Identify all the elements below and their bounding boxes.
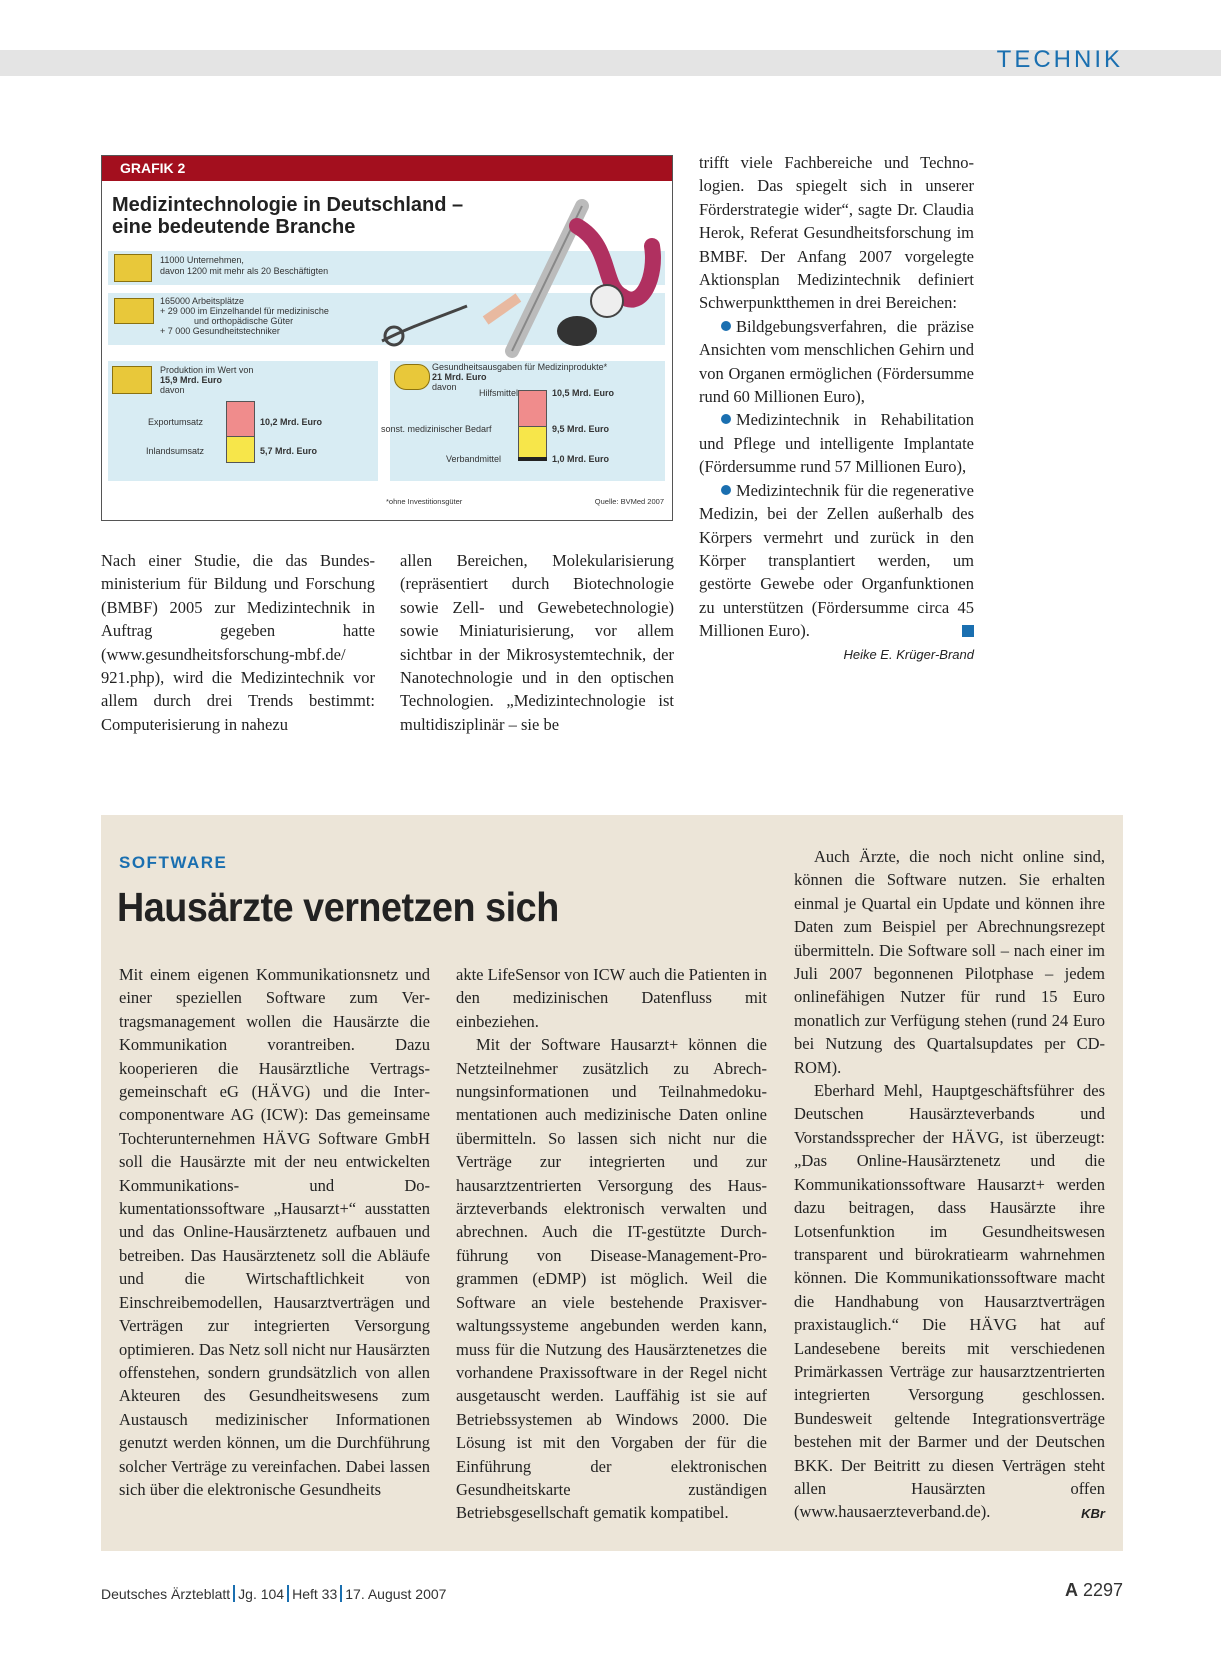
- bandage-bar: [518, 457, 547, 461]
- footer: [101, 1585, 446, 1602]
- article2-col2: [456, 963, 767, 1525]
- workers-icon: [114, 298, 154, 324]
- journal-date: 17. August 2007: [345, 1586, 447, 1602]
- article1-col2-text: allen Bereichen, Molekularisierung (repräsentiert durch Biotechnologie sowie Zell- und Gewebetechnologie) sowie Miniaturisierung, vor allem sichtbar in der Mikrosystemtechnik, der Nanotechnologie und in den optischen Technologien. „Medizintechnologie ist multidisziplinär – sie be: [400, 551, 674, 734]
- other-need-label: sonst. medizinischer Bedarf: [381, 424, 492, 434]
- production-icon: [112, 366, 152, 394]
- bullet-item: Bildgebungsverfahren, die präzise Ansichten vom menschlichen Gehirn und von Organen ermöglichen (Fördersumme rund 60 Millionen Euro),: [699, 316, 974, 407]
- domestic-label: Inlandsumsatz: [146, 446, 205, 456]
- footer-separator: [233, 1585, 235, 1602]
- production-line3: davon: [160, 385, 185, 395]
- domestic-bar: [226, 436, 255, 463]
- article2-col3-p1: Auch Ärzte, die noch nicht online sind, können die Software nutzen. Sie erhalten einmal je Quartal ein Update und können ihre Daten zum Beispiel per Abrechnungsrezept übermitteln. Die Software soll – nach einer im Juli 2007 begonnenen Pilotphase – jedem onlinefähigen Nutzer für rund 15 Euro monatlich zur Verfügung stehen (rund 24 Euro bei Nutzung des Quartalsupdates per CD-ROM).: [794, 847, 1105, 1077]
- article1-col3-intro: trifft viele Fachbereiche und Technologien. Das spiegelt sich in unserer Förderstrategie wider“, sagte Dr. Claudia Herok, Referat Gesundheitsforschung im BMBF. Der Anfang 2007 vorgelegte Aktionsplan Medizintechnik definiert Schwerpunktthemen in drei Bereichen:: [699, 153, 974, 313]
- aids-label: Hilfsmittel: [479, 388, 519, 398]
- section-label: TECHNIK: [996, 46, 1123, 73]
- export-label: Exportumsatz: [148, 417, 204, 427]
- production-line1: Produktion im Wert von: [160, 365, 254, 375]
- article2-col2-p2: Mit der Software Hausarzt+ können die Netzteilnehmer zusätzlich zu Abrechnungsinformationen und Teilnahmedokumentationen auch medizinische Daten online übermitteln. So lassen sich nicht nur die Verträge zur integrierten und zur hausarztzentrierten Versorgung des Hausärzteverbands elektronisch verwalten und abrechnen. Auch die IT-gestützte Durchführung von Disease-Management-Programmen (eDMP) ist möglich. Weil die Software an viele bestehende Praxisverwaltungssysteme angebunden werden kann, muss für die Nutzung des Hausärztenetzes die vorhandene Praxissoftware in der Regel nicht ausgetauscht werden. Lauffähig ist sie auf Betriebssystemen ab Windows 2000. Die Lösung ist mit den Vorgaben der für die Einführung der elektronischen Gesundheitskarte zuständigen Betriebsgesellschaft gematik kompatibel.: [456, 1035, 767, 1523]
- factory-icon: [114, 254, 152, 282]
- companies-line2: davon 1200 mit mehr als 20 Beschäftigten: [160, 266, 329, 276]
- page-number: A 2297: [1064, 1580, 1123, 1600]
- figure-grafik-2: [101, 155, 673, 521]
- other-need-value: 9,5 Mrd. Euro: [552, 424, 610, 434]
- article2-headline: Hausärzte vernetzen sich: [117, 884, 559, 930]
- article2-kicker: SOFTWARE: [119, 853, 228, 872]
- domestic-value: 5,7 Mrd. Euro: [260, 446, 318, 456]
- article2-col2-p1: akte LifeSensor von ICW auch die Patienten in den medizinischen Datenfluss mit einbeziehen.: [456, 965, 767, 1031]
- footer-separator: [340, 1585, 342, 1602]
- export-bar: [226, 401, 255, 437]
- other-need-bar: [518, 426, 547, 459]
- bullet-item: Medizintechnik für die regenerative Medizin, bei der Zellen außerhalb des Körpers vermehrt und zurück in den Körper transplantiert werden, um gestörte Gewebe oder Organfunktionen zu unterstützen (Fördersumme circa 45 Millionen Euro).: [699, 480, 974, 641]
- figure-title-line1: Medizintechnologie in Deutschland –: [112, 194, 464, 216]
- journal-name: Deutsches Ärzteblatt: [101, 1586, 231, 1602]
- article1-col1-text: Nach einer Studie, die das Bundesministerium für Bildung und Forschung (BMBF) 2005 zur Medizintechnik in Auftrag gegeben hatte (www.gesundheitsforschung-mbf.de/ 921.php), wird die Medizintechnik vor allem durch drei Trends bestimmt: Computerisierung in nahezu: [101, 551, 375, 734]
- aids-bar: [518, 390, 547, 427]
- figure-title-line2: eine bedeutende Branche: [112, 216, 356, 238]
- article1-col1: [101, 549, 375, 736]
- end-mark-icon: [962, 625, 974, 637]
- journal-issue: Heft 33: [292, 1586, 338, 1602]
- article1-col3: [699, 151, 974, 666]
- medical-devices-illustration: [372, 186, 662, 361]
- production-line2: 15,9 Mrd. Euro: [160, 375, 223, 385]
- bandage-label: Verbandmittel: [446, 454, 502, 464]
- article2-col1: [119, 963, 430, 1501]
- jobs-line2: + 29 000 im Einzelhandel für medizinische: [160, 306, 329, 316]
- bullet-dot-icon: [721, 485, 731, 495]
- figure-label: GRAFIK 2: [102, 156, 672, 181]
- bullet-item: Medizintechnik in Rehabilitation und Pflege und intelligente Implantate (Fördersumme rund 57 Millionen Euro),: [699, 410, 974, 477]
- jobs-line3: und orthopädische Güter: [194, 316, 294, 326]
- coins-icon: [394, 364, 430, 390]
- figure-source: Quelle: BVMed 2007: [594, 497, 664, 506]
- spending-line3: davon: [432, 382, 457, 392]
- export-value: 10,2 Mrd. Euro: [260, 417, 323, 427]
- spending-line2: 21 Mrd. Euro: [432, 372, 487, 382]
- jobs-line4: + 7 000 Gesundheitstechniker: [160, 326, 280, 336]
- bandage-value: 1,0 Mrd. Euro: [552, 454, 610, 464]
- article1-author: Heike E. Krüger-Brand: [843, 646, 974, 662]
- bullet-dot-icon: [721, 321, 731, 331]
- companies-line1: 11000 Unternehmen,: [160, 255, 244, 265]
- article2-author: KBr: [1081, 1506, 1105, 1522]
- jobs-line1: 165000 Arbeitsplätze: [160, 296, 245, 306]
- spending-line1: Gesundheitsausgaben für Medizinprodukte*: [432, 362, 608, 372]
- footer-separator: [287, 1585, 289, 1602]
- journal-volume: Jg. 104: [238, 1586, 285, 1602]
- article2-col3-p2: Eberhard Mehl, Hauptgeschäftsführer des Deutschen Hausärzteverbands und Vorstandssprecher der HÄVG, ist überzeugt: „Das Online-Hausärztenetz und die Kommunikationssoftware Hausarzt+ werden dazu beitragen, dass Hausärzte ihre Lotsenfunktion im Gesundheitswesen transparent und bürokratiearm wahrnehmen können. Die Kommunikationssoftware macht die Handhabung von Hausarztverträgen praxistauglich.“ Die HÄVG hat auf Landesebene bereits mit verschiedenen Primärkassen Verträge zur hausarztzentrierten integrierten Versorgung geschlossen. Bundesweit geltende Integrationsverträge bestehen mit der Barmer und der Deutschen BKK. Der Beitritt zu diesen Verträgen steht allen Hausärzten offen (www.hausaerzteverband.de). KBr: [794, 1079, 1105, 1524]
- aids-value: 10,5 Mrd. Euro: [552, 388, 615, 398]
- figure-footnote: *ohne Investitionsgüter: [386, 497, 463, 506]
- article2-col3: [794, 845, 1105, 1526]
- article2-col1-text: Mit einem eigenen Kommunikationsnetz und einer speziellen Software zum Vertragsmanagement wollen die Hausärzte die Kommunikation vorantreiben. Dazu kooperieren die Hausärztliche Vertragsgemeinschaft eG (HÄVG) und die Intercomponentware AG (ICW): Das gemeinsame Tochterunternehmen HÄVG Software GmbH soll die Hausärzte mit der neu entwickelten Kommunikations- und Dokumentationssoftware „Hausarzt+“ ausstatten und das Online-Hausärztenetz aufbauen und betreiben. Das Hausärztenetz soll die Abläufe und die Wirtschaftlichkeit von Einschreibemodellen, Hausarztverträgen und Verträgen zur integrierten Versorgung optimieren. Das Netz soll nicht nur Hausärzten offenstehen, sondern grundsätzlich von allen Akteuren des Gesundheitswesens zum Austausch medizinischer Informationen genutzt werden können, um die Durchführung solcher Verträge zu vereinfachen. Dabei lassen sich über die elektronische Gesundheits: [119, 965, 430, 1499]
- bullet-dot-icon: [721, 414, 731, 424]
- article1-col2: [400, 549, 674, 736]
